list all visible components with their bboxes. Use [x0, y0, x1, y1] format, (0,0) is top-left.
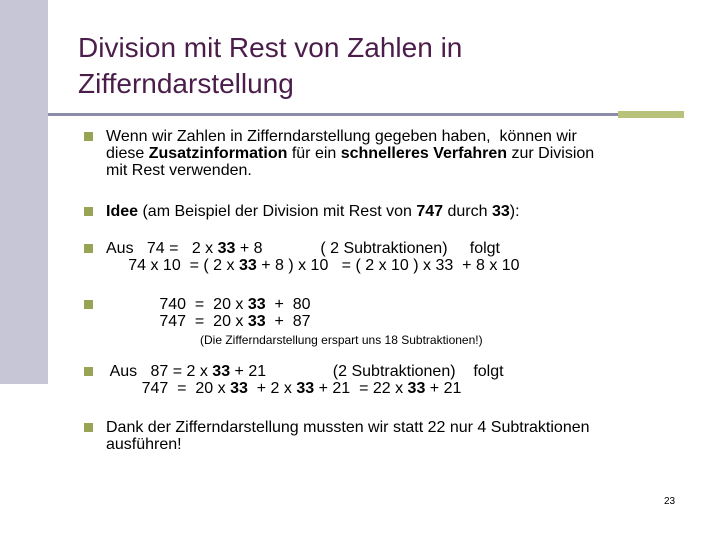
- text-run: ):: [509, 203, 520, 220]
- text-run: (am Beispiel der Division mit Rest von: [138, 203, 417, 220]
- bullet-text: [106, 296, 311, 330]
- bold-run: 33: [296, 380, 315, 397]
- text-run: 74 x 10 = ( 2 x: [106, 257, 239, 274]
- page-number: 23: [664, 496, 676, 507]
- text-run: + 21 (2 Subtraktionen) folgt: [230, 363, 504, 380]
- bold-run: Zusatzinformation: [148, 145, 288, 162]
- bullet-line: [106, 128, 594, 145]
- bold-run: 33: [247, 313, 266, 330]
- text-run: zur Division: [507, 145, 595, 162]
- bullet-line: [106, 257, 520, 274]
- bullet-text: [106, 419, 590, 453]
- bullet-line: [106, 313, 311, 330]
- bullet-line: [106, 380, 504, 397]
- text-run: + 2 x: [247, 380, 297, 397]
- text-run: mit Rest verwenden.: [106, 162, 252, 179]
- bold-run: Idee: [106, 203, 139, 220]
- bullet-marker: [84, 207, 93, 216]
- bold-run: 33: [217, 240, 236, 257]
- bullet-line: [106, 419, 590, 436]
- text-run: Aus 74 = 2 x: [106, 240, 218, 257]
- bullet-marker: [84, 367, 93, 376]
- text-run: + 21: [425, 380, 462, 397]
- text-run: 747 = 20 x: [106, 380, 231, 397]
- bold-run: 33: [491, 203, 510, 220]
- bold-run: 33: [238, 257, 257, 274]
- bullet-line: [106, 203, 520, 220]
- slide-title: Division mit Rest von Zahlen in Zifferndarstellung: [78, 32, 463, 99]
- text-run: für ein: [287, 145, 341, 162]
- bullet-text: [106, 240, 520, 274]
- text-run: durch: [443, 203, 492, 220]
- bullet-note: (Die Zifferndarstellung erspart uns 18 Subtraktionen!): [200, 333, 483, 347]
- bullet-line: [106, 363, 504, 380]
- bold-run: 33: [407, 380, 426, 397]
- bold-run: 747: [416, 203, 444, 220]
- text-run: diese: [106, 145, 149, 162]
- bold-run: 33: [230, 380, 248, 397]
- bullet-text: [106, 203, 520, 220]
- bullet-line: [106, 162, 594, 179]
- text-run: + 21 = 22 x: [314, 380, 408, 397]
- text-run: + 8 ( 2 Subtraktionen) folgt: [235, 240, 500, 257]
- bold-run: 33: [212, 363, 231, 380]
- bold-run: schnelleres Verfahren: [340, 145, 508, 162]
- title-underline-accent: [618, 111, 684, 118]
- bullet-line: [106, 145, 594, 162]
- text-run: Wenn wir Zahlen in Zifferndarstellung gegeben haben, können wir: [106, 128, 577, 145]
- text-run: Aus 87 = 2 x: [106, 363, 213, 380]
- bullet-text: [106, 363, 504, 397]
- sidebar-decoration: [0, 0, 48, 384]
- text-run: + 8 ) x 10 = ( 2 x 10 ) x 33 + 8 x 10: [256, 257, 520, 274]
- bullet-marker: [84, 300, 93, 309]
- text-run: ausführen!: [106, 436, 182, 453]
- bullet-line: [106, 436, 590, 453]
- bullet-text: [106, 128, 594, 179]
- text-run: + 80: [265, 296, 311, 313]
- bullet-line: [106, 240, 520, 257]
- title-underline: [48, 113, 618, 116]
- bullet-marker: [84, 132, 93, 141]
- text-run: + 87: [265, 313, 311, 330]
- text-run: 747 = 20 x: [106, 313, 248, 330]
- bold-run: 33: [247, 296, 266, 313]
- bullet-line: [106, 296, 311, 313]
- bullet-marker: [84, 423, 93, 432]
- text-run: Dank der Zifferndarstellung mussten wir statt 22 nur 4 Subtraktionen: [106, 419, 590, 436]
- bullet-marker: [84, 244, 93, 253]
- text-run: 740 = 20 x: [106, 296, 248, 313]
